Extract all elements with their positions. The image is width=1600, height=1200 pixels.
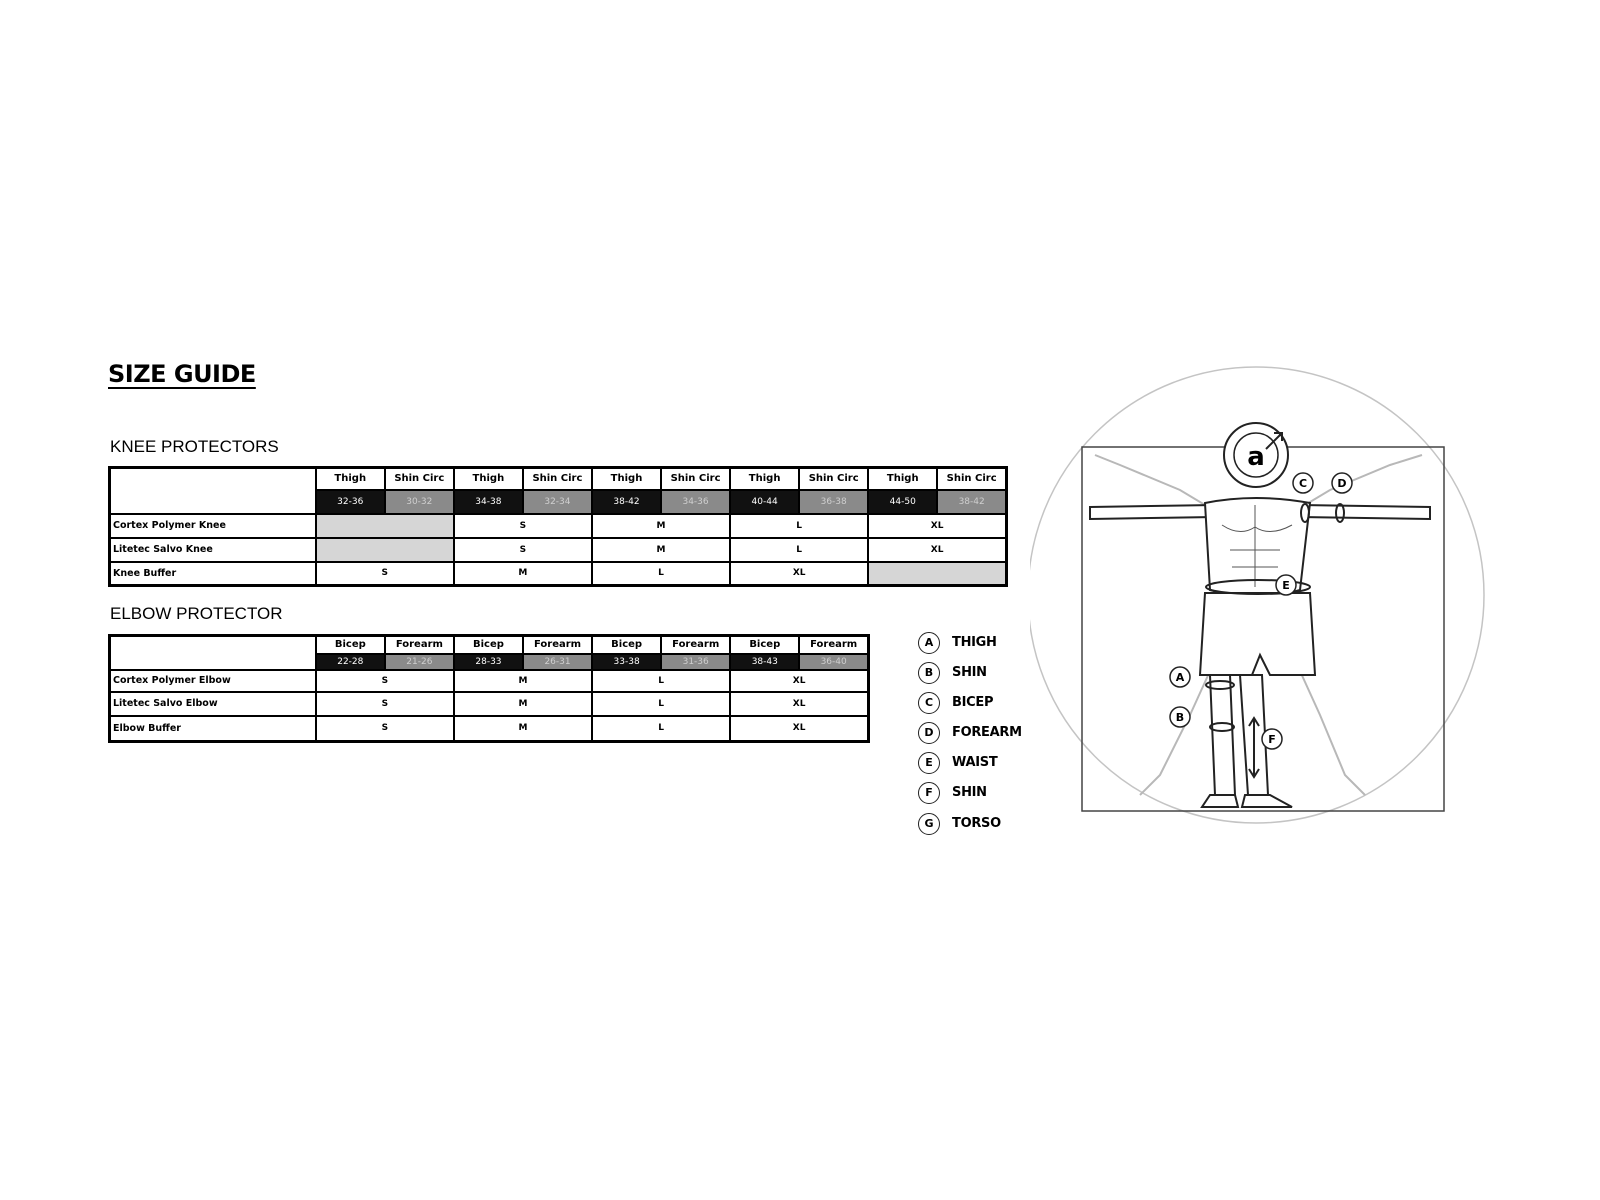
knee-range-5: 38-42 bbox=[592, 490, 661, 514]
elbow-header-1: Bicep bbox=[316, 636, 385, 654]
knee-size-cell: L bbox=[730, 514, 868, 538]
knee-range-2: 30-32 bbox=[385, 490, 454, 514]
elbow-size-cell: XL bbox=[730, 716, 868, 742]
legend-item-e bbox=[918, 752, 1038, 774]
elbow-row-name: Elbow Buffer bbox=[110, 716, 316, 742]
elbow-header-8: Forearm bbox=[799, 636, 868, 654]
knee-header-8: Shin Circ bbox=[799, 468, 868, 490]
knee-range-6: 34-36 bbox=[661, 490, 730, 514]
knee-header-1: Thigh bbox=[316, 468, 385, 490]
marker-d-label: D bbox=[1337, 477, 1347, 490]
legend-letter-badge: D bbox=[918, 722, 940, 744]
elbow-size-cell: M bbox=[454, 716, 592, 742]
knee-size-cell: M bbox=[592, 514, 730, 538]
elbow-header-3: Bicep bbox=[454, 636, 523, 654]
logo-letter: a bbox=[1247, 442, 1265, 472]
knee-header-6: Shin Circ bbox=[661, 468, 730, 490]
elbow-header-4: Forearm bbox=[523, 636, 592, 654]
marker-e-label: E bbox=[1282, 579, 1290, 592]
elbow-range-4: 26-31 bbox=[523, 654, 592, 670]
legend-label: BICEP bbox=[952, 695, 994, 710]
legend-letter-badge: E bbox=[918, 752, 940, 774]
elbow-range-8: 36-40 bbox=[799, 654, 868, 670]
elbow-section-title: ELBOW PROTECTOR bbox=[110, 604, 283, 623]
knee-header-3: Thigh bbox=[454, 468, 523, 490]
legend-label: FOREARM bbox=[952, 725, 1022, 740]
marker-a-label: A bbox=[1175, 671, 1185, 684]
knee-size-cell: M bbox=[592, 538, 730, 562]
marker-b-label: B bbox=[1175, 711, 1185, 724]
knee-range-4: 32-34 bbox=[523, 490, 592, 514]
legend-item-f bbox=[918, 782, 1038, 804]
knee-header-10: Shin Circ bbox=[937, 468, 1006, 490]
elbow-size-cell: L bbox=[592, 670, 730, 692]
knee-header-2: Shin Circ bbox=[385, 468, 454, 490]
knee-na-cell bbox=[868, 562, 1006, 586]
legend-letter-badge: B bbox=[918, 662, 940, 684]
legend-label: SHIN bbox=[952, 665, 987, 680]
knee-row-name: Litetec Salvo Knee bbox=[110, 538, 316, 562]
knee-row-name: Knee Buffer bbox=[110, 562, 316, 586]
legend-label: THIGH bbox=[952, 635, 997, 650]
knee-range-3: 34-38 bbox=[454, 490, 523, 514]
knee-table-corner bbox=[110, 468, 316, 514]
legend-label: WAIST bbox=[952, 755, 998, 770]
elbow-header-2: Forearm bbox=[385, 636, 454, 654]
legend-label: TORSO bbox=[952, 816, 1001, 831]
elbow-size-cell: XL bbox=[730, 692, 868, 716]
elbow-range-7: 38-43 bbox=[730, 654, 799, 670]
knee-range-8: 36-38 bbox=[799, 490, 868, 514]
knee-size-cell: XL bbox=[730, 562, 868, 586]
legend-item-d bbox=[918, 722, 1038, 744]
legend-letter-badge: F bbox=[918, 782, 940, 804]
elbow-size-cell: S bbox=[316, 670, 454, 692]
knee-size-cell: XL bbox=[868, 514, 1006, 538]
legend-letter-badge: G bbox=[918, 813, 940, 835]
knee-na-cell bbox=[316, 538, 454, 562]
elbow-header-6: Forearm bbox=[661, 636, 730, 654]
elbow-range-1: 22-28 bbox=[316, 654, 385, 670]
knee-size-cell: S bbox=[454, 538, 592, 562]
knee-header-7: Thigh bbox=[730, 468, 799, 490]
knee-header-9: Thigh bbox=[868, 468, 937, 490]
knee-header-5: Thigh bbox=[592, 468, 661, 490]
elbow-range-3: 28-33 bbox=[454, 654, 523, 670]
legend-letter-badge: C bbox=[918, 692, 940, 714]
elbow-header-7: Bicep bbox=[730, 636, 799, 654]
knee-row-name: Cortex Polymer Knee bbox=[110, 514, 316, 538]
knee-size-cell: S bbox=[454, 514, 592, 538]
elbow-size-cell: S bbox=[316, 692, 454, 716]
knee-header-4: Shin Circ bbox=[523, 468, 592, 490]
elbow-header-5: Bicep bbox=[592, 636, 661, 654]
knee-range-9: 44-50 bbox=[868, 490, 937, 514]
elbow-size-table bbox=[108, 634, 870, 743]
elbow-range-5: 33-38 bbox=[592, 654, 661, 670]
elbow-size-cell: S bbox=[316, 716, 454, 742]
elbow-size-cell: M bbox=[454, 692, 592, 716]
knee-size-cell: M bbox=[454, 562, 592, 586]
knee-range-1: 32-36 bbox=[316, 490, 385, 514]
legend-letter-badge: A bbox=[918, 632, 940, 654]
legend-item-c bbox=[918, 692, 1038, 714]
page-title: SIZE GUIDE bbox=[108, 360, 256, 388]
knee-na-cell bbox=[316, 514, 454, 538]
elbow-size-cell: XL bbox=[730, 670, 868, 692]
legend-item-g bbox=[918, 813, 1038, 835]
knee-range-10: 38-42 bbox=[937, 490, 1006, 514]
elbow-range-2: 21-26 bbox=[385, 654, 454, 670]
knee-size-cell: S bbox=[316, 562, 454, 586]
knee-range-7: 40-44 bbox=[730, 490, 799, 514]
body-figure bbox=[1090, 498, 1430, 807]
knee-size-cell: L bbox=[592, 562, 730, 586]
elbow-row-name: Cortex Polymer Elbow bbox=[110, 670, 316, 692]
elbow-table-corner bbox=[110, 636, 316, 670]
marker-c-label: C bbox=[1298, 477, 1308, 490]
body-measurement-diagram bbox=[1030, 355, 1500, 835]
knee-size-table bbox=[108, 466, 1008, 587]
legend-label: SHIN bbox=[952, 785, 987, 800]
elbow-range-6: 31-36 bbox=[661, 654, 730, 670]
legend-item-a bbox=[918, 632, 1038, 654]
marker-f-label: F bbox=[1268, 733, 1276, 746]
elbow-size-cell: L bbox=[592, 716, 730, 742]
knee-size-cell: L bbox=[730, 538, 868, 562]
knee-size-cell: XL bbox=[868, 538, 1006, 562]
elbow-size-cell: L bbox=[592, 692, 730, 716]
knee-section-title: KNEE PROTECTORS bbox=[110, 437, 279, 456]
elbow-size-cell: M bbox=[454, 670, 592, 692]
legend-item-b bbox=[918, 662, 1038, 684]
elbow-row-name: Litetec Salvo Elbow bbox=[110, 692, 316, 716]
